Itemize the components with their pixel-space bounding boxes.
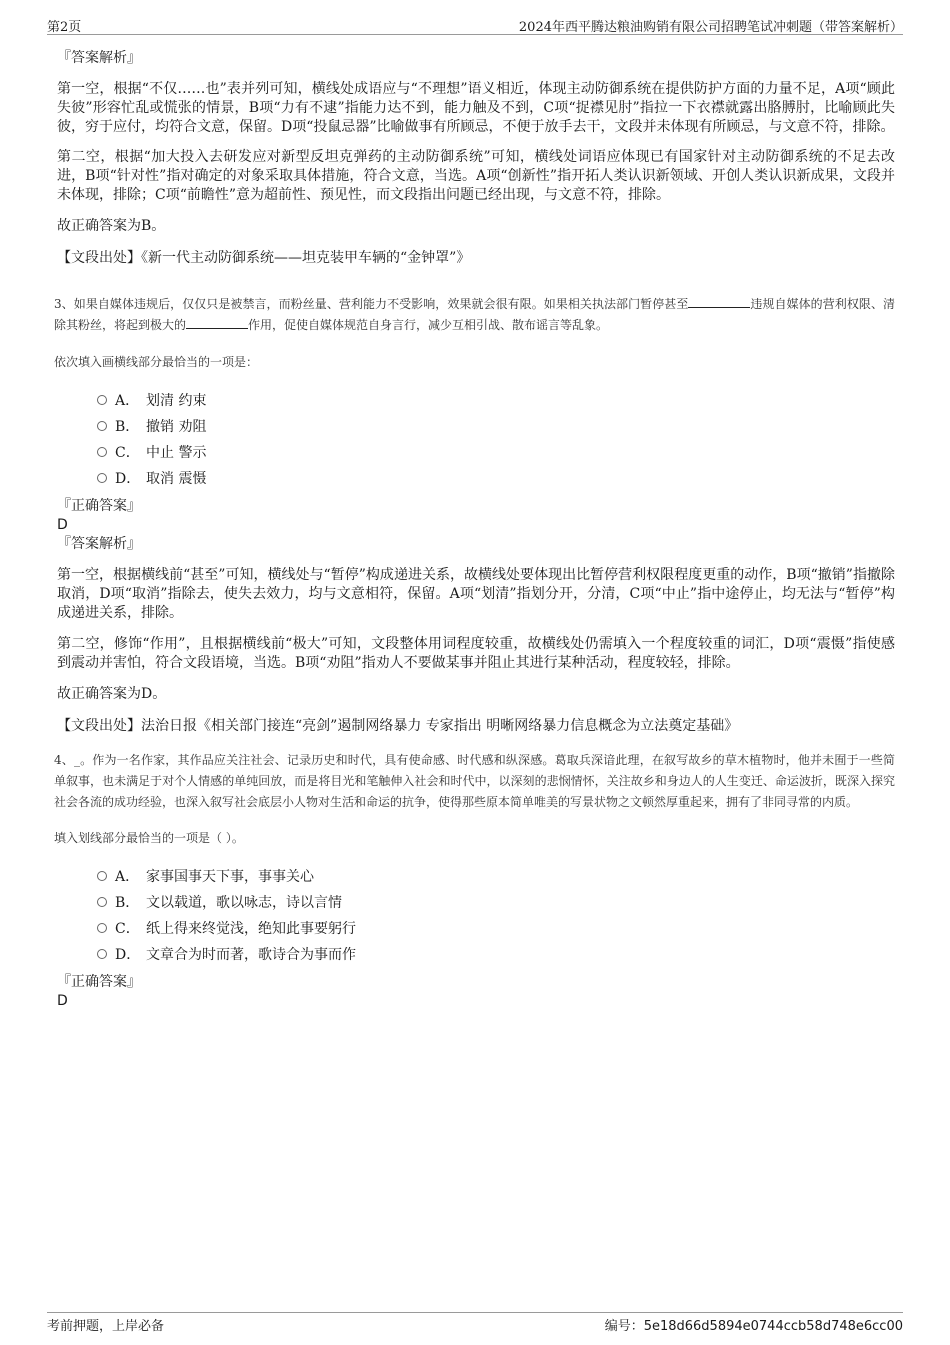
q3-analysis-label: 『答案解析』 xyxy=(57,536,141,552)
document-body xyxy=(54,48,895,1010)
q2-analysis-p2: 第二空，根据“加大投入去研发应对新型反坦克弹药的主动防御系统”可知，横线处词语应体现已有国家针对主动防御系统的不足去改进，B项“针对性”指对确定的对象采取具体措施，符合文意，当选。A项“创新性”指开拓人类认识新领域、开创人类认识新成果，文段并未体现，排除；C项“前瞻性”意为超前性、预见性，而文段指出问题已经出现，与文意不符，排除。 xyxy=(57,149,895,203)
q4-ask: 填入划线部分最恰当的一项是（ ）。 xyxy=(54,831,244,845)
q2-analysis-p1: 第一空，根据“不仅……也”表并列可知，横线处成语应与“不理想”语义相近，体现主动防御系统在提供防护方面的力量不足，A项“顾此失彼”形容忙乱或慌张的情景，B项“力有不逮”指能力达不到，能力触及不到，C项“捉襟见肘”指拉一下衣襟就露出胳膊肘，比喻顾此失彼，穷于应付，均符合文意，保留。D项“投鼠忌器”比喻做事有所顾忌，不便于放手去干，文段并未体现有所顾忌，与文意不符，排除。 xyxy=(57,81,895,135)
footer-code: 编号：5e18d66d5894e0744ccb58d748e6cc00 xyxy=(604,1319,903,1334)
q4-answer: D xyxy=(57,993,68,1009)
q3-analysis-p2: 第二空，修饰“作用”，且根据横线前“极大”可知，文段整体用词程度较重，故横线处仍需填入一个程度较重的词汇，D项“震慑”指使感到震动并害怕，符合文段语境，当选。B项“劝阻”指劝人不要做某事并阻止其进行某种活动，程度较轻，排除。 xyxy=(57,636,895,671)
q3-option-b[interactable]: B． 撤销 劝阻 xyxy=(57,414,895,440)
q4-option-b[interactable]: B． 文以载道，歌以咏志，诗以言情 xyxy=(57,890,895,916)
footer-slogan: 考前押题，上岸必备 xyxy=(47,1319,165,1334)
radio-icon[interactable] xyxy=(97,923,107,933)
q3-option-a[interactable]: A． 划清 约束 xyxy=(57,388,895,414)
radio-icon[interactable] xyxy=(97,871,107,881)
page-number: 第2页 xyxy=(47,20,82,35)
radio-icon[interactable] xyxy=(97,897,107,907)
document-title: 2024年西平腾达粮油购销有限公司招聘笔试冲刺题（带答案解析） xyxy=(518,20,903,35)
q3-blank-2 xyxy=(186,316,248,329)
q4-option-c[interactable]: C． 纸上得来终觉浅，绝知此事要躬行 xyxy=(57,916,895,942)
q3-blank-1 xyxy=(688,295,750,308)
q3-option-c[interactable]: C． 中止 警示 xyxy=(57,440,895,466)
q3-source: 【文段出处】法治日报《相关部门接连“亮剑”遏制网络暴力 专家指出 明晰网络暴力信息概念为立法奠定基础》 xyxy=(57,718,739,734)
q4-answer-label: 『正确答案』 xyxy=(57,974,141,990)
q3-option-d[interactable]: D． 取消 震慑 xyxy=(57,466,895,492)
q3-ask: 依次填入画横线部分最恰当的一项是： xyxy=(54,355,259,369)
q3-answer-label: 『正确答案』 xyxy=(57,498,141,514)
q2-conclusion: 故正确答案为B。 xyxy=(57,218,166,234)
q3-answer: D xyxy=(57,517,68,533)
page-header xyxy=(47,14,903,35)
q4-option-d[interactable]: D． 文章合为时而著，歌诗合为事而作 xyxy=(57,942,895,968)
radio-icon[interactable] xyxy=(97,473,107,483)
radio-icon[interactable] xyxy=(97,421,107,431)
radio-icon[interactable] xyxy=(97,949,107,959)
q4-question: 4、_。作为一名作家，其作品应关注社会、记录历史和时代，具有使命感、时代感和纵深感。葛取兵深谙此理，在叙写故乡的草木植物时，他并未囿于一些简单叙事，也未满足于对个人情感的单纯回放，而是将目光和笔触伸入社会和时代中，以深刻的悲悯情怀，关注故乡和身边人的人生变迁、命运波折，既深入探究社会各流的成功经验，也深入叙写社会底层小人物对生活和命运的抗争，使得那些原本简单唯美的写景状物之文顿然厚重起来，拥有了非同寻常的内质。 xyxy=(54,753,895,809)
q3-question: 3、如果自媒体违规后，仅仅只是被禁言，而粉丝量、营利能力不受影响，效果就会很有限。如果相关执法部门暂停甚至 违规自媒体的营利权限、清除其粉丝，将起到极大的 作用，促使自媒体规范自身言行，减少互相引战、散布谣言等乱象。 xyxy=(54,297,895,332)
page-footer xyxy=(47,1312,903,1335)
q3-conclusion: 故正确答案为D。 xyxy=(57,686,167,702)
q3-analysis-p1: 第一空，根据横线前“甚至”可知，横线处与“暂停”构成递进关系，故横线处要体现出比暂停营利权限程度更重的动作，B项“撤销”指撤除取消，D项“取消”指除去，使失去效力，均与文意相符，保留。A项“划清”指划分开，分清，C项“中止”指中途停止，均无法与“暂停”构成递进关系，排除。 xyxy=(57,567,895,621)
q4-option-a[interactable]: A． 家事国事天下事，事事关心 xyxy=(57,864,895,890)
radio-icon[interactable] xyxy=(97,395,107,405)
q2-source: 【文段出处】《新一代主动防御系统——坦克装甲车辆的“金钟罩”》 xyxy=(57,250,471,266)
q4-options xyxy=(57,864,895,968)
q3-options xyxy=(57,388,895,492)
q2-analysis-label: 『答案解析』 xyxy=(57,50,141,66)
radio-icon[interactable] xyxy=(97,447,107,457)
